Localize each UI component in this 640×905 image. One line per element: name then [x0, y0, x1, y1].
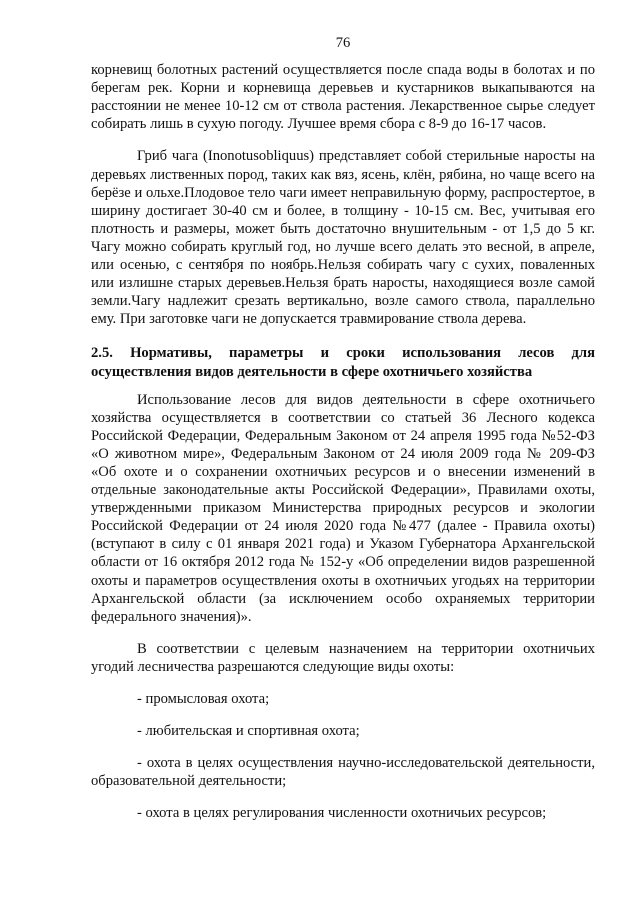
- paragraph-hunting-types-intro: В соответствии с целевым назначением на территории охотничьих угодий лесничества разрешаются следующие виды охоты:: [91, 640, 595, 675]
- document-page: [91, 34, 595, 822]
- page-number: 76: [335, 35, 351, 51]
- list-item-amateur-sport-hunting: - любительская и спортивная охота;: [137, 723, 360, 740]
- list-item-commercial-hunting: - промысловая охота;: [137, 691, 270, 707]
- list-item-research-hunting: - охота в целях осуществления научно-исследовательской деятельности, образовательной деятельности;: [91, 755, 595, 790]
- paragraph-hunting-legislation: Использование лесов для видов деятельности в сфере охотничьего хозяйства осуществляется в соответствии со статьей 36 Лесного кодекса Российской Федерации, Федеральным Законом от 24 апреля 1995 года №52-ФЗ «О животном мире», Федеральным Законом от 24 июля 2009 года № 209-ФЗ «Об охоте и о сохранении охотничьих ресурсов и о внесении изменений в отдельные законодательные акты Российской Федерации», Правилами охоты, утвержденными приказом Министерства природных ресурсов и экологии Российской Федерации от 24 июля 2020 года №477 (далее - Правила охоты) (вступают в силу с 01 января 2021 года) и Указом Губернатора Архангельской области от 16 октября 2012 года № 152-у «Об определении видов разрешенной охоты и параметров осуществления охоты в охотничьих угодьях на территории Архангельской области (за исключением особо охраняемых территории федерального значения)».: [91, 391, 595, 625]
- paragraph-root-harvesting: корневищ болотных растений осуществляется после спада воды в болотах и по берегам рек. Корни и корневища деревьев и кустарников выкапываются на расстоянии не менее 10-12 см от ствола растения. Лекарственное сырье следует собирать лишь в сухую погоду. Лучшее время сбора с 8-9 до 16-17 часов.: [91, 62, 595, 133]
- list-item-population-control-hunting: - охота в целях регулирования численности охотничьих ресурсов;: [137, 805, 547, 822]
- section-heading-2-5: 2.5. Нормативы, параметры и сроки использования лесов для осуществления видов деятельности в сфере охотничьего хозяйства: [91, 345, 595, 380]
- paragraph-chaga-mushroom: Гриб чага (Inonotusobliquus) представляет собой стерильные наросты на деревьях лиственных пород, таких как вяз, ясень, клён, рябина, но чаще всего на берёзе и ольхе.Плодовое тело чаги имеет неправильную форму, распростертое, в ширину достигает 30-40 см и более, в толщину - 10-15 см. Вес, учитывая его плотность и размеры, может быть достаточно внушительным - от 1,5 до 5 кг. Чагу можно собирать круглый год, но лучше всего делать это весной, в апреле, или осенью, с сентября по ноябрь.Нельзя собирать чагу с сухих, поваленных или излишне старых деревьев.Нельзя брать наросты, находящиеся возле самой земли.Чагу надлежит срезать вертикально, возле самого ствола, параллельно ему. При заготовке чаги не допускается травмирование ствола дерева.: [91, 148, 595, 328]
